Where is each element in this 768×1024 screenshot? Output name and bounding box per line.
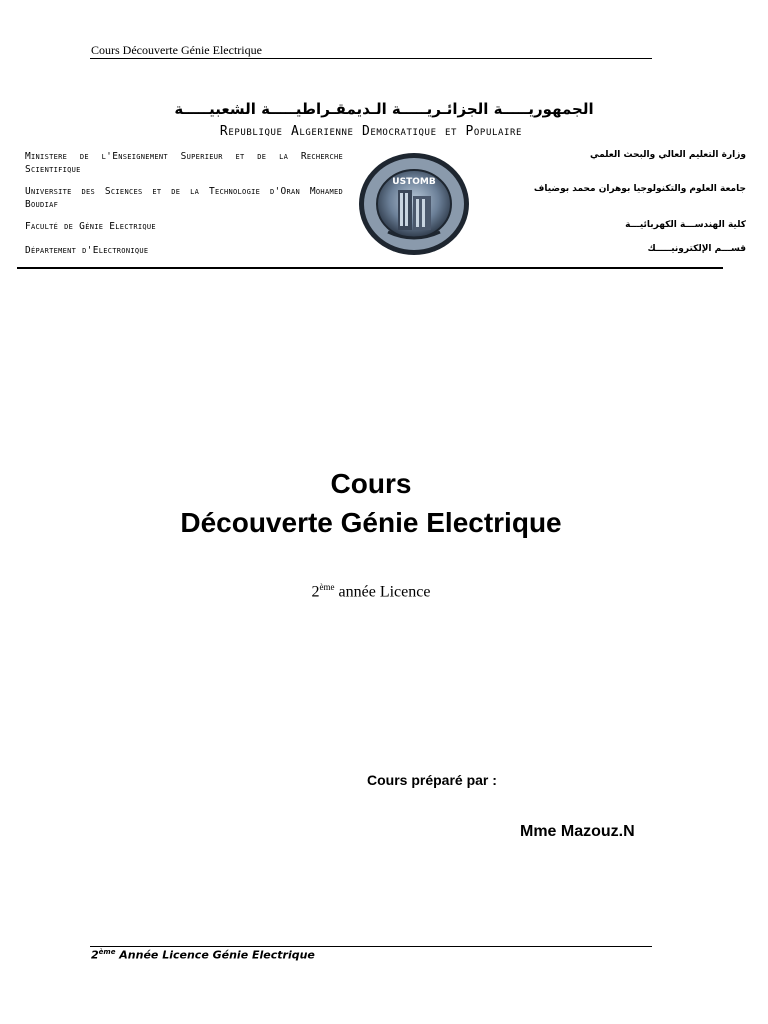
arabic-republic-title: الجمهوريـــــة الجزائـريـــــة الـديمقـراطيـــــة الشعبيـــــة: [174, 100, 594, 118]
footer-label: Année Licence Génie Electrique: [115, 948, 315, 962]
course-title-line1: Cours: [330, 468, 412, 499]
university-fr: Universite des Sciences et de la Technologie d'Oran Mohamed Boudiaf: [25, 186, 343, 210]
department-ar: قســـم الإلكترونيـــــك: [647, 244, 746, 254]
course-title: [0, 464, 742, 542]
year-superscript: ème: [319, 582, 335, 592]
department-fr: Département d'Electronique: [25, 245, 149, 256]
ministry-ar: وزارة التعليم العالي والبحث العلمي: [589, 150, 746, 160]
header-bottom-rule: [17, 267, 723, 269]
french-republic-title: Republique Algerienne Democratique et Populaire: [219, 124, 523, 139]
footer-number: 2: [91, 948, 99, 962]
faculty-ar: كلية الهندســـة الكهربائيـــة: [625, 220, 746, 230]
running-header: Cours Découverte Génie Electrique: [91, 43, 262, 57]
course-title-line2: Découverte Génie Electrique: [180, 507, 562, 538]
header-divider: [90, 58, 652, 59]
prepared-by-label: Cours préparé par :: [367, 772, 497, 788]
year-number: 2: [311, 583, 320, 601]
footer-superscript: ème: [98, 948, 116, 956]
faculty-fr: Faculté de Génie Electrique: [25, 221, 156, 232]
year-text: année Licence: [334, 583, 431, 601]
footer-text: [91, 948, 315, 962]
university-ar: جامعة العلوم والتكنولوجيا بوهران محمد بوضياف: [533, 184, 746, 194]
author-name: Mme Mazouz.N: [520, 823, 635, 840]
university-seal-logo: [358, 152, 470, 256]
svg-text:USTOMB: USTOMB: [392, 177, 436, 187]
academic-year: [0, 582, 742, 601]
ministry-fr: Ministere de l'Enseignement Superieur et de la Recherche Scientifique: [25, 151, 343, 175]
footer-divider: [90, 946, 652, 947]
